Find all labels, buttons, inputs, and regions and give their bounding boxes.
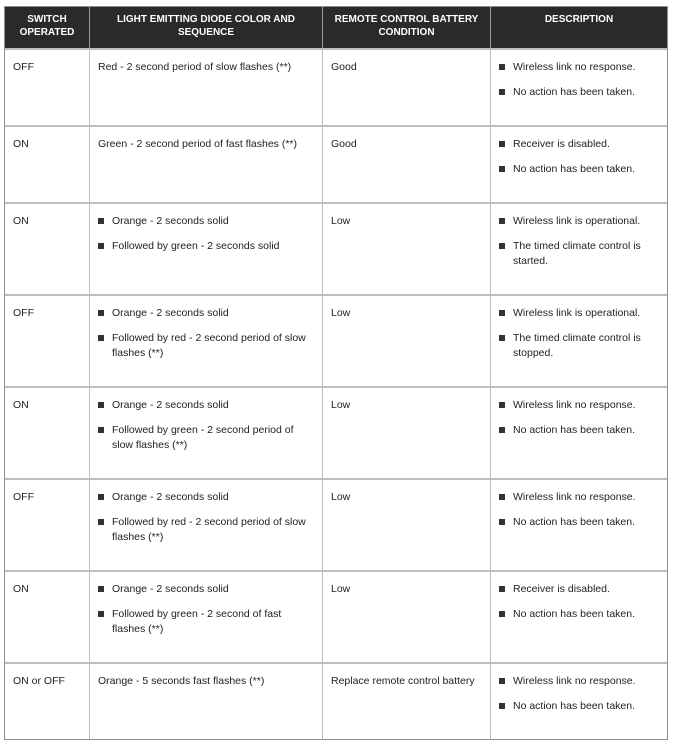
bullet-item: [499, 699, 659, 714]
square-bullet-icon: [499, 703, 505, 709]
bullet-item: [98, 490, 314, 505]
cell-battery-condition: [323, 127, 491, 202]
description-list: [499, 490, 659, 530]
cell-led-sequence: [90, 572, 323, 662]
bullet-item: [499, 137, 659, 152]
led-sequence-text: Orange - 5 seconds fast flashes (**): [98, 675, 265, 687]
bullet-item: [98, 239, 314, 254]
cell-led-sequence: [90, 296, 323, 386]
battery-condition-text: Low: [331, 215, 351, 227]
square-bullet-icon: [98, 494, 104, 500]
cell-switch-operated: [5, 127, 90, 202]
switch-state: OFF: [13, 491, 34, 503]
bullet-text: Wireless link no response.: [513, 61, 636, 73]
bullet-item: [98, 582, 314, 597]
square-bullet-icon: [98, 310, 104, 316]
bullet-item: [98, 607, 314, 637]
square-bullet-icon: [499, 678, 505, 684]
cell-led-sequence: [90, 50, 323, 125]
square-bullet-icon: [98, 427, 104, 433]
description-list: [499, 582, 659, 622]
bullet-item: [499, 607, 659, 622]
bullet-text: Wireless link no response.: [513, 675, 636, 687]
bullet-text: No action has been taken.: [513, 516, 636, 528]
square-bullet-icon: [499, 243, 505, 249]
square-bullet-icon: [499, 611, 505, 617]
switch-state: OFF: [13, 307, 34, 319]
bullet-text: No action has been taken.: [513, 608, 636, 620]
battery-condition-text: Low: [331, 399, 351, 411]
cell-switch-operated: [5, 296, 90, 386]
bullet-text: Wireless link no response.: [513, 399, 636, 411]
bullet-item: [499, 162, 659, 177]
bullet-item: [499, 490, 659, 505]
led-status-table: [4, 6, 668, 740]
cell-battery-condition: [323, 664, 491, 739]
led-sequence-list: [98, 490, 314, 545]
square-bullet-icon: [499, 586, 505, 592]
cell-description: [491, 480, 667, 570]
bullet-text: Wireless link is operational.: [513, 307, 641, 319]
table-row: [5, 386, 667, 478]
table-row: [5, 202, 667, 294]
cell-switch-operated: [5, 204, 90, 294]
square-bullet-icon: [98, 243, 104, 249]
cell-battery-condition: [323, 572, 491, 662]
cell-description: [491, 664, 667, 739]
bullet-text: The timed climate control is started.: [513, 240, 641, 267]
cell-description: [491, 204, 667, 294]
cell-switch-operated: [5, 480, 90, 570]
battery-condition-text: Low: [331, 583, 351, 595]
cell-led-sequence: [90, 388, 323, 478]
bullet-text: No action has been taken.: [513, 700, 636, 712]
cell-led-sequence: [90, 664, 323, 739]
bullet-text: Followed by green - 2 seconds solid: [112, 240, 280, 252]
cell-led-sequence: [90, 480, 323, 570]
cell-battery-condition: [323, 480, 491, 570]
battery-condition-text: Replace remote control battery: [331, 675, 475, 687]
table-row: [5, 125, 667, 202]
description-list: [499, 674, 659, 714]
battery-condition-text: Good: [331, 138, 357, 150]
bullet-text: Followed by red - 2 second period of slow flashes (**): [112, 516, 306, 543]
battery-condition-text: Good: [331, 61, 357, 73]
battery-condition-text: Low: [331, 491, 351, 503]
bullet-text: Followed by green - 2 second of fast flashes (**): [112, 608, 282, 635]
square-bullet-icon: [499, 335, 505, 341]
battery-condition-text: Low: [331, 307, 351, 319]
bullet-text: Wireless link no response.: [513, 491, 636, 503]
square-bullet-icon: [499, 141, 505, 147]
cell-description: [491, 296, 667, 386]
switch-state: OFF: [13, 61, 34, 73]
description-list: [499, 306, 659, 361]
square-bullet-icon: [499, 218, 505, 224]
bullet-text: Orange - 2 seconds solid: [112, 491, 229, 503]
table-row: [5, 294, 667, 386]
description-list: [499, 137, 659, 177]
bullet-text: Receiver is disabled.: [513, 583, 610, 595]
square-bullet-icon: [98, 519, 104, 525]
table-header: [5, 7, 667, 48]
bullet-item: [98, 331, 314, 361]
bullet-item: [98, 306, 314, 321]
switch-state: ON: [13, 583, 29, 595]
description-list: [499, 60, 659, 100]
square-bullet-icon: [98, 402, 104, 408]
cell-battery-condition: [323, 50, 491, 125]
bullet-text: Followed by red - 2 second period of slow flashes (**): [112, 332, 306, 359]
cell-battery-condition: [323, 204, 491, 294]
cell-description: [491, 572, 667, 662]
bullet-item: [499, 239, 659, 269]
cell-led-sequence: [90, 204, 323, 294]
cell-battery-condition: [323, 388, 491, 478]
bullet-item: [499, 85, 659, 100]
bullet-text: Followed by green - 2 second period of slow flashes (**): [112, 424, 294, 451]
bullet-item: [499, 331, 659, 361]
switch-state: ON or OFF: [13, 675, 65, 687]
bullet-item: [499, 398, 659, 413]
bullet-text: The timed climate control is stopped.: [513, 332, 641, 359]
bullet-text: Receiver is disabled.: [513, 138, 610, 150]
bullet-text: No action has been taken.: [513, 86, 636, 98]
bullet-text: Orange - 2 seconds solid: [112, 215, 229, 227]
bullet-item: [98, 515, 314, 545]
switch-state: ON: [13, 399, 29, 411]
cell-led-sequence: [90, 127, 323, 202]
led-sequence-list: [98, 306, 314, 361]
square-bullet-icon: [98, 611, 104, 617]
square-bullet-icon: [499, 166, 505, 172]
bullet-item: [499, 674, 659, 689]
table-row: [5, 570, 667, 662]
table-row: [5, 478, 667, 570]
cell-switch-operated: [5, 664, 90, 739]
cell-description: [491, 127, 667, 202]
bullet-text: Wireless link is operational.: [513, 215, 641, 227]
bullet-text: No action has been taken.: [513, 163, 636, 175]
square-bullet-icon: [499, 402, 505, 408]
bullet-item: [499, 582, 659, 597]
bullet-item: [499, 214, 659, 229]
bullet-item: [499, 306, 659, 321]
switch-state: ON: [13, 138, 29, 150]
cell-switch-operated: [5, 388, 90, 478]
square-bullet-icon: [499, 494, 505, 500]
square-bullet-icon: [98, 586, 104, 592]
cell-description: [491, 50, 667, 125]
bullet-item: [98, 398, 314, 413]
description-list: [499, 214, 659, 269]
header-switch-operated: SWITCH OPERATED: [5, 7, 90, 48]
bullet-text: Orange - 2 seconds solid: [112, 307, 229, 319]
cell-description: [491, 388, 667, 478]
bullet-item: [499, 515, 659, 530]
bullet-text: Orange - 2 seconds solid: [112, 583, 229, 595]
square-bullet-icon: [499, 310, 505, 316]
table-row: [5, 48, 667, 125]
led-sequence-text: Green - 2 second period of fast flashes (**): [98, 138, 298, 150]
description-list: [499, 398, 659, 438]
square-bullet-icon: [98, 218, 104, 224]
square-bullet-icon: [499, 427, 505, 433]
led-sequence-list: [98, 582, 314, 637]
header-led-color-sequence: LIGHT EMITTING DIODE COLOR AND SEQUENCE: [90, 7, 323, 48]
led-sequence-text: Red - 2 second period of slow flashes (**): [98, 61, 292, 73]
square-bullet-icon: [98, 335, 104, 341]
bullet-text: Orange - 2 seconds solid: [112, 399, 229, 411]
led-sequence-list: [98, 398, 314, 453]
bullet-item: [98, 214, 314, 229]
square-bullet-icon: [499, 64, 505, 70]
square-bullet-icon: [499, 89, 505, 95]
square-bullet-icon: [499, 519, 505, 525]
bullet-item: [499, 60, 659, 75]
bullet-text: No action has been taken.: [513, 424, 636, 436]
header-battery-condition: REMOTE CONTROL BATTERY CONDITION: [323, 7, 491, 48]
header-description: DESCRIPTION: [544, 14, 614, 25]
switch-state: ON: [13, 215, 29, 227]
table-row: [5, 662, 667, 739]
led-sequence-list: [98, 214, 314, 254]
cell-switch-operated: [5, 572, 90, 662]
cell-switch-operated: [5, 50, 90, 125]
bullet-item: [98, 423, 314, 453]
cell-battery-condition: [323, 296, 491, 386]
bullet-item: [499, 423, 659, 438]
